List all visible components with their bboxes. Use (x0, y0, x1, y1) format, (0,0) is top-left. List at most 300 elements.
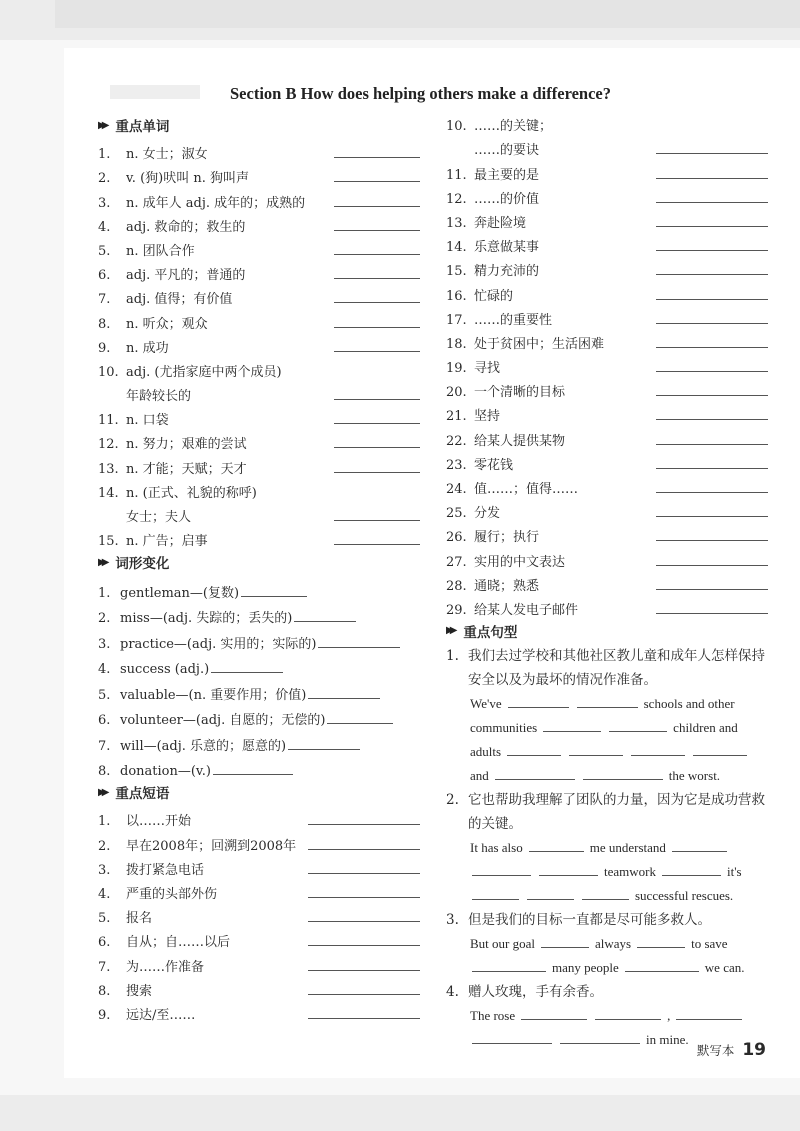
item-prompt: valuable—(n. 重要作用；价值) (120, 687, 307, 703)
list-item (446, 134, 768, 158)
item-prompt: adj. 平凡的；普通的 (126, 268, 246, 284)
sentence-english-line (446, 932, 768, 956)
answer-blank[interactable] (672, 839, 727, 852)
answer-blank[interactable] (656, 394, 768, 396)
item-prompt: ……的价值 (474, 191, 540, 207)
item-prompt: 给某人发电子邮件 (474, 602, 579, 618)
answer-blank[interactable] (334, 543, 420, 545)
sentence-word: many people (552, 959, 619, 975)
double-chevron-icon: ▶▶ (98, 786, 106, 798)
item-number: 18. (446, 336, 467, 352)
item-prompt: practice—(adj. 实用的；实际的) (120, 636, 317, 652)
item-prompt: ……的重要性 (474, 312, 553, 328)
item-number: 3. (98, 862, 111, 878)
item-number: 13. (98, 461, 119, 477)
sentence-english-line (446, 740, 768, 764)
list-item (98, 162, 420, 186)
sentence-item (446, 908, 768, 980)
answer-blank[interactable] (308, 823, 420, 825)
sentence-english-line (446, 836, 768, 860)
sentence-english-line (446, 692, 768, 716)
list-item (98, 626, 420, 652)
item-prompt: 为……作准备 (126, 959, 205, 975)
answer-blank[interactable] (656, 612, 768, 614)
answer-blank[interactable] (334, 519, 420, 521)
item-number: 3. (98, 636, 111, 652)
item-prompt: 以……开始 (126, 814, 192, 830)
answer-blank[interactable] (656, 443, 768, 445)
list-item (98, 452, 420, 476)
item-prompt: 处于贫困中；生活困难 (474, 336, 605, 352)
answer-blank[interactable] (288, 748, 360, 750)
item-number: 6. (98, 935, 111, 951)
answer-blank[interactable] (308, 993, 420, 995)
sentence-chinese (446, 788, 768, 836)
item-number: 24. (446, 482, 467, 497)
list-item (98, 829, 420, 853)
list-item (446, 158, 768, 182)
list-item (446, 400, 768, 424)
item-prompt: 给某人提供某物 (474, 433, 566, 449)
page-footer (697, 1040, 766, 1060)
sentence-word: it's (726, 863, 742, 879)
sentence-word: communities (470, 719, 538, 735)
sentence-word: But our goal (470, 935, 535, 951)
answer-blank[interactable] (656, 322, 768, 324)
list-item (98, 902, 420, 926)
scan-bottom-margin (0, 1095, 800, 1131)
item-prompt: gentleman—(复数) (120, 585, 240, 601)
list-item (98, 878, 420, 902)
answer-blank[interactable] (334, 350, 420, 352)
section-header-forms: ▶▶ 词形变化 (98, 556, 170, 573)
item-number: 11. (98, 413, 119, 429)
answer-blank[interactable] (334, 301, 420, 303)
answer-blank[interactable] (308, 920, 420, 922)
list-item (98, 805, 420, 829)
answer-blank[interactable] (308, 848, 420, 850)
item-prompt: n. 听众；观众 (126, 316, 208, 332)
list-item (446, 255, 768, 279)
sentence-english-line (446, 716, 768, 740)
item-prompt: 早在2008年；回溯到2008年 (126, 838, 297, 854)
list-item (98, 138, 420, 162)
answer-blank[interactable] (656, 467, 768, 469)
item-number: 21. (446, 409, 467, 425)
answer-blank[interactable] (662, 863, 721, 876)
item-number: 15. (446, 264, 467, 280)
answer-blank[interactable] (656, 515, 768, 517)
answer-blank[interactable] (334, 156, 420, 158)
answer-blank[interactable] (521, 1007, 587, 1020)
sentence-text: 它也帮助我理解了团队的力量，因为它是成功营救的关键。 (468, 791, 765, 832)
list-item (98, 211, 420, 235)
item-number: 7. (98, 292, 111, 308)
item-prompt: 最主要的是 (474, 167, 540, 183)
sentence-text: 赠人玫瑰，手有余香。 (468, 983, 603, 1000)
list-item (98, 428, 420, 452)
item-number: 15. (98, 534, 119, 550)
list-item (98, 477, 420, 501)
item-prompt: 值……；值得…… (474, 482, 579, 497)
page-title: Section B How does helping others make a difference? (230, 84, 612, 103)
answer-blank[interactable] (334, 205, 420, 207)
list-item (446, 352, 768, 376)
item-number: 5. (98, 911, 111, 927)
double-chevron-icon: ▶▶ (98, 556, 106, 568)
sentence-english-line (446, 884, 768, 908)
item-prompt: miss—(adj. 失踪的；丢失的) (120, 611, 293, 627)
item-prompt: 通晓；熟悉 (474, 578, 540, 594)
answer-blank[interactable] (541, 935, 589, 948)
answer-blank[interactable] (334, 446, 420, 448)
answer-blank[interactable] (472, 1031, 552, 1044)
item-number: 4. (98, 662, 111, 678)
item-number: 14. (446, 240, 467, 256)
answer-blank[interactable] (656, 491, 768, 493)
item-prompt: adj. 值得；有价值 (126, 292, 233, 308)
answer-blank[interactable] (631, 743, 685, 756)
sentence-word: We've (470, 695, 502, 711)
item-prompt: 奔赴险境 (474, 215, 527, 231)
answer-blank[interactable] (334, 326, 420, 328)
sentence-word: The rose (470, 1007, 516, 1023)
item-prompt: adj. 救命的；救生的 (126, 219, 246, 235)
item-number: 23. (446, 457, 467, 473)
item-prompt: 年龄较长的 (126, 389, 192, 405)
item-prompt: 严重的头部外伤 (126, 886, 218, 902)
item-prompt: n. 女士；淑女 (126, 147, 208, 163)
section-header-words: ▶▶ 重点单词 (98, 119, 170, 135)
answer-blank[interactable] (637, 935, 685, 948)
answer-blank[interactable] (676, 1007, 742, 1020)
item-number: 22. (446, 433, 467, 449)
item-number: 7. (98, 738, 111, 754)
answer-blank[interactable] (334, 471, 420, 473)
list-item (446, 424, 768, 448)
answer-blank[interactable] (625, 959, 699, 972)
answer-blank[interactable] (241, 595, 307, 597)
item-number: 8. (98, 764, 111, 780)
word-list (98, 138, 420, 549)
item-prompt: 拨打紧急电话 (126, 862, 205, 878)
list-item (98, 677, 420, 703)
item-number: 12. (446, 191, 467, 207)
answer-blank[interactable] (327, 722, 393, 724)
item-prompt: n. 成年人 adj. 成年的；成熟的 (126, 195, 306, 211)
answer-blank[interactable] (656, 225, 768, 227)
sentence-english-line (446, 956, 768, 980)
item-number: 27. (446, 554, 467, 570)
scan-top-margin (0, 0, 800, 40)
item-number: 1. (98, 585, 111, 601)
phrase-list-right (446, 110, 768, 618)
list-item (98, 975, 420, 999)
answer-blank[interactable] (656, 418, 768, 420)
answer-blank[interactable] (529, 839, 584, 852)
answer-blank[interactable] (334, 229, 420, 231)
item-prompt: 报名 (126, 911, 153, 927)
list-item (98, 728, 420, 754)
item-number: 20. (446, 385, 467, 401)
sentence-word: me understand (589, 839, 666, 855)
answer-blank[interactable] (656, 201, 768, 203)
item-prompt: n. 广告；启事 (126, 534, 208, 550)
list-item (446, 497, 768, 521)
answer-blank[interactable] (656, 370, 768, 372)
left-column (98, 112, 420, 1023)
sentence-word: always (595, 935, 632, 951)
list-item (446, 110, 768, 134)
item-prompt: 女士；夫人 (126, 510, 192, 525)
footer-label: 默写本 (696, 1043, 735, 1058)
answer-blank[interactable] (693, 743, 747, 756)
item-number: 5. (98, 243, 111, 259)
item-prompt: 坚持 (474, 409, 501, 425)
answer-blank[interactable] (656, 273, 768, 275)
answer-blank[interactable] (294, 620, 356, 622)
list-item (98, 525, 420, 549)
list-item (446, 328, 768, 352)
item-prompt: 一个清晰的目标 (474, 385, 566, 401)
sentence-chinese (446, 644, 768, 692)
answer-blank[interactable] (472, 887, 519, 900)
list-item (446, 521, 768, 545)
item-prompt: ……的要诀 (474, 143, 540, 159)
item-prompt: 分发 (474, 506, 501, 522)
answer-blank[interactable] (539, 863, 598, 876)
item-number: 2. (446, 791, 459, 808)
answer-blank[interactable] (577, 695, 638, 708)
item-prompt: n. 团队合作 (126, 243, 195, 259)
item-prompt: 精力充沛的 (474, 264, 540, 280)
double-chevron-icon: ▶▶ (98, 119, 106, 131)
item-number: 7. (98, 959, 111, 975)
sentence-word: adults (470, 743, 502, 759)
list-item (98, 601, 420, 627)
item-prompt: adj. (尤指家庭中两个成员) (126, 364, 282, 380)
item-prompt: 乐意做某事 (474, 240, 540, 256)
sentence-item (446, 644, 768, 788)
item-prompt: n. 口袋 (126, 413, 169, 429)
list-item (98, 754, 420, 780)
answer-blank[interactable] (656, 249, 768, 251)
answer-blank[interactable] (656, 346, 768, 348)
list-item (446, 231, 768, 255)
list-item (98, 926, 420, 950)
answer-blank[interactable] (334, 277, 420, 279)
answer-blank[interactable] (495, 767, 575, 780)
item-number: 1. (98, 814, 111, 830)
answer-blank[interactable] (595, 1007, 661, 1020)
list-item (98, 854, 420, 878)
sentence-english-line (446, 1004, 768, 1028)
item-number: 29. (446, 602, 467, 618)
item-number: 2. (98, 171, 111, 187)
item-prompt: volunteer—(adj. 自愿的；无偿的) (120, 713, 326, 729)
item-number: 1. (446, 647, 459, 664)
item-number: 28. (446, 578, 467, 594)
answer-blank[interactable] (508, 695, 569, 708)
item-number: 25. (446, 506, 467, 522)
item-number: 3. (446, 911, 459, 928)
item-number: 6. (98, 268, 111, 284)
list-item (446, 279, 768, 303)
answer-blank[interactable] (569, 743, 623, 756)
list-item (98, 332, 420, 356)
answer-blank[interactable] (308, 872, 420, 874)
sentence-word: children and (673, 719, 738, 735)
list-item (446, 570, 768, 594)
answer-blank[interactable] (609, 719, 667, 732)
list-item (98, 186, 420, 210)
list-item (98, 380, 420, 404)
answer-blank[interactable] (334, 180, 420, 182)
item-number: 10. (446, 119, 467, 135)
answer-blank[interactable] (656, 564, 768, 566)
list-item (446, 449, 768, 473)
item-number: 9. (98, 340, 111, 356)
list-item (446, 545, 768, 569)
item-number: 16. (446, 288, 467, 304)
item-prompt: n. 成功 (126, 340, 169, 356)
item-number: 3. (98, 195, 111, 211)
item-prompt: 搜索 (126, 983, 153, 999)
sentence-word: the worst. (668, 767, 721, 783)
item-number: 14. (98, 485, 119, 501)
item-number: 1. (98, 147, 111, 163)
item-number: 6. (98, 713, 111, 729)
sentence-word: teamwork (604, 863, 656, 879)
item-number: 8. (98, 983, 111, 999)
answer-blank[interactable] (656, 298, 768, 300)
sentence-chinese (446, 908, 768, 932)
answer-blank[interactable] (472, 863, 531, 876)
item-prompt: success (adj.) (120, 662, 210, 678)
list-item (98, 356, 420, 380)
sentence-word: , (667, 1007, 671, 1023)
item-prompt: 远达/至…… (126, 1007, 196, 1023)
answer-blank[interactable] (211, 671, 283, 673)
sentence-word: successful rescues. (635, 887, 734, 903)
item-number: 12. (98, 437, 119, 453)
answer-blank[interactable] (543, 719, 601, 732)
list-item (446, 376, 768, 400)
page-number: 19 (742, 1040, 766, 1060)
item-prompt: 履行；执行 (474, 530, 540, 546)
item-prompt: donation—(v.) (120, 764, 211, 780)
item-prompt: 忙碌的 (474, 288, 514, 304)
item-number: 13. (446, 215, 467, 231)
list-item (446, 594, 768, 618)
list-item (98, 501, 420, 525)
answer-blank[interactable] (507, 743, 561, 756)
item-number: 8. (98, 316, 111, 332)
answer-blank[interactable] (213, 773, 293, 775)
sentence-item (446, 788, 768, 908)
item-number: 5. (98, 687, 111, 703)
right-column (446, 110, 768, 1052)
sentence-english-line (446, 764, 768, 788)
list-item (98, 703, 420, 729)
answer-blank[interactable] (308, 944, 420, 946)
item-prompt: will—(adj. 乐意的；愿意的) (120, 738, 287, 754)
sentence-word: we can. (704, 959, 745, 975)
item-number: 2. (98, 611, 111, 627)
sentence-word: schools and other (643, 695, 735, 711)
item-prompt: 自从；自……以后 (126, 935, 231, 951)
list-item (446, 473, 768, 497)
item-prompt: 零花钱 (474, 457, 514, 473)
list-item (98, 575, 420, 601)
list-item (446, 207, 768, 231)
word-form-list (98, 575, 420, 779)
list-item (98, 307, 420, 331)
answer-blank[interactable] (582, 887, 629, 900)
item-number: 10. (98, 364, 119, 380)
sentence-word: It has also (470, 839, 523, 855)
list-item (98, 999, 420, 1023)
answer-blank[interactable] (308, 896, 420, 898)
list-item (98, 283, 420, 307)
item-number: 4. (98, 219, 111, 235)
answer-blank[interactable] (656, 152, 768, 154)
sentence-english-line (446, 860, 768, 884)
faded-header-mark (110, 85, 200, 99)
item-number: 17. (446, 312, 467, 328)
list-item (98, 950, 420, 974)
sentence-word: in mine. (646, 1031, 689, 1047)
item-prompt: ……的关键； (474, 119, 553, 135)
list-item (98, 259, 420, 283)
answer-blank[interactable] (472, 959, 546, 972)
list-item (446, 304, 768, 328)
answer-blank[interactable] (656, 539, 768, 541)
item-prompt: 寻找 (474, 361, 501, 377)
double-chevron-icon: ▶▶ (446, 625, 454, 637)
sentence-word: and (470, 767, 489, 783)
answer-blank[interactable] (334, 398, 420, 400)
item-number: 4. (98, 886, 111, 902)
section-header-sentences: ▶▶ 重点句型 (446, 624, 518, 641)
phrase-list-left (98, 805, 420, 1023)
item-number: 11. (446, 167, 467, 183)
answer-blank[interactable] (318, 646, 400, 648)
item-number: 26. (446, 530, 467, 546)
answer-blank[interactable] (527, 887, 574, 900)
answer-blank[interactable] (308, 697, 380, 699)
item-number: 2. (98, 838, 111, 854)
answer-blank[interactable] (656, 588, 768, 590)
item-number: 4. (446, 983, 459, 1000)
item-prompt: n. 努力；艰难的尝试 (126, 437, 247, 453)
answer-blank[interactable] (308, 1017, 420, 1019)
list-item (98, 235, 420, 259)
sentence-word: to save (691, 935, 728, 951)
answer-blank[interactable] (560, 1031, 640, 1044)
item-prompt: 实用的中文表达 (474, 554, 566, 570)
answer-blank[interactable] (334, 253, 420, 255)
answer-blank[interactable] (583, 767, 663, 780)
section-header-phrases: ▶▶ 重点短语 (98, 786, 170, 803)
answer-blank[interactable] (334, 422, 420, 424)
sentence-chinese (446, 980, 768, 1004)
answer-blank[interactable] (308, 969, 420, 971)
sentence-text: 但是我们的目标一直都是尽可能多救人。 (468, 911, 711, 928)
item-number: 19. (446, 361, 467, 377)
answer-blank[interactable] (656, 177, 768, 179)
sentence-text: 我们去过学校和其他社区教儿童和成年人怎样保持安全以及为最坏的情况作准备。 (468, 647, 765, 688)
